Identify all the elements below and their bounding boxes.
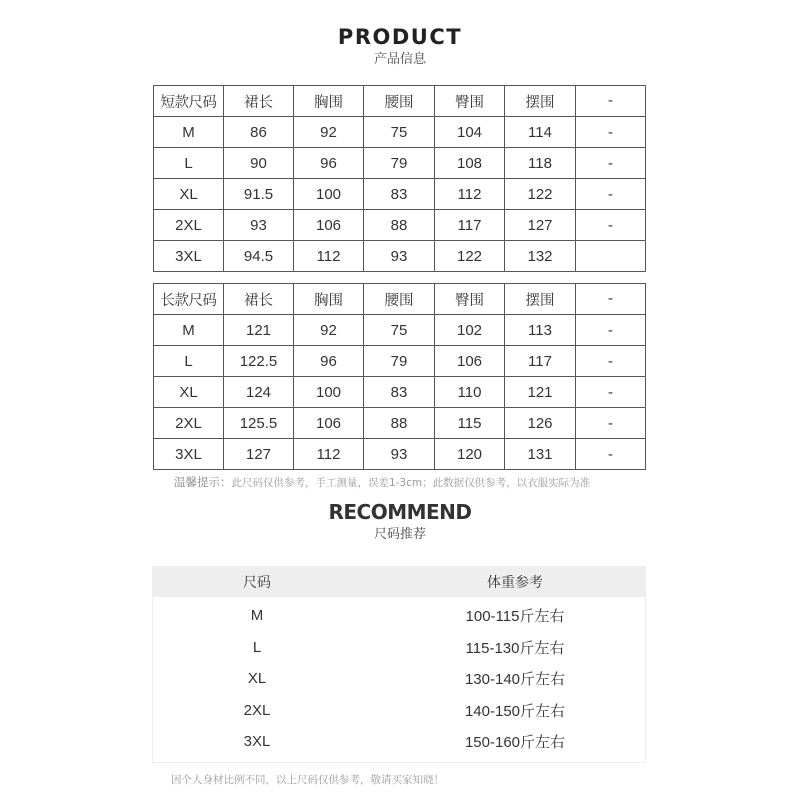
value-cell: 75 [364,117,435,148]
header-cell: - [576,86,646,117]
header-cell: 摆围 [505,86,576,117]
value-cell: 117 [505,346,576,377]
value-cell: 121 [505,377,576,408]
value-cell [576,241,646,272]
value-cell: 102 [435,315,505,346]
recommend-table [152,566,646,763]
value-cell: 93 [224,210,294,241]
value-cell: 90 [224,148,294,179]
size-cell: 3XL [154,241,224,272]
value-cell: 131 [505,439,576,470]
size-cell: 3XL [154,439,224,470]
header-weight: 体重参考 [487,574,543,591]
table-header-row [154,86,646,117]
size-cell: XL [247,670,267,688]
value-cell: 120 [435,439,505,470]
value-cell: - [576,346,646,377]
value-cell: 127 [224,439,294,470]
value-cell: 79 [364,346,435,377]
recommend-row [153,632,645,664]
measurement-note [174,474,590,490]
value-cell: 122 [505,179,576,210]
header-cell: 胸围 [294,284,364,315]
header-cell: 裙长 [224,284,294,315]
value-cell: 88 [364,408,435,439]
value-cell: 115 [435,408,505,439]
note-lead: 温馨提示： [174,475,232,489]
size-cell: 2XL [154,210,224,241]
size-cell: 2XL [154,408,224,439]
value-cell: 126 [505,408,576,439]
recommend-row [153,695,645,727]
size-cell: M [154,117,224,148]
value-cell: 92 [294,315,364,346]
value-cell: - [576,148,646,179]
product-subtitle: 产品信息 [373,52,426,67]
header-cell: 短款尺码 [154,86,224,117]
table-row [154,408,646,439]
table-row [154,346,646,377]
value-cell: 104 [435,117,505,148]
value-cell: - [576,117,646,148]
size-cell: 3XL [243,733,271,751]
value-cell: 75 [364,315,435,346]
header-cell: 臀围 [435,86,505,117]
size-cell: M [250,607,264,625]
size-cell: XL [154,179,224,210]
weight-cell: 150-160斤左右 [464,734,566,752]
value-cell: 106 [294,408,364,439]
recommend-row [153,726,645,758]
value-cell: 106 [294,210,364,241]
value-cell: 86 [224,117,294,148]
recommend-header-row [153,566,645,597]
value-cell: - [576,439,646,470]
table-row [154,148,646,179]
weight-cell: 130-140斤左右 [464,671,566,689]
value-cell: - [576,210,646,241]
table-row [154,117,646,148]
value-cell: 112 [435,179,505,210]
table-row [154,241,646,272]
value-cell: - [576,179,646,210]
table-header-row [154,284,646,315]
value-cell: 100 [294,179,364,210]
header-cell: 长款尺码 [154,284,224,315]
header-cell: 摆围 [505,284,576,315]
header-cell: - [576,284,646,315]
table-row [154,315,646,346]
recommend-row [153,600,645,632]
table-row [154,377,646,408]
value-cell: 83 [364,179,435,210]
value-cell: - [576,315,646,346]
value-cell: 124 [224,377,294,408]
weight-cell: 115-130斤左右 [465,639,565,657]
size-cell: 2XL [243,701,271,719]
value-cell: 125.5 [224,408,294,439]
value-cell: - [576,408,646,439]
value-cell: 112 [294,439,364,470]
value-cell: 121 [224,315,294,346]
value-cell: 79 [364,148,435,179]
size-cell: L [252,638,262,656]
header-cell: 腰围 [364,86,435,117]
table-row [154,210,646,241]
value-cell: 83 [364,377,435,408]
recommend-title: RECOMMEND [328,500,472,524]
header-cell: 腰围 [364,284,435,315]
long-size-table [153,283,646,470]
table-row [154,179,646,210]
header-cell: 臀围 [435,284,505,315]
weight-cell: 100-115斤左右 [465,608,565,626]
value-cell: 112 [294,241,364,272]
value-cell: 93 [364,241,435,272]
value-cell: 110 [435,377,505,408]
table-row [154,439,646,470]
value-cell: 92 [294,117,364,148]
size-cell: M [154,315,224,346]
value-cell: 108 [435,148,505,179]
value-cell: 96 [294,346,364,377]
value-cell: 106 [435,346,505,377]
value-cell: 118 [505,148,576,179]
size-cell: XL [154,377,224,408]
value-cell: 114 [505,117,576,148]
value-cell: - [576,377,646,408]
value-cell: 113 [505,315,576,346]
weight-cell: 140-150斤左右 [464,702,566,720]
value-cell: 94.5 [224,241,294,272]
product-title: PRODUCT [337,25,463,49]
header-cell: 裙长 [224,86,294,117]
value-cell: 100 [294,377,364,408]
value-cell: 93 [364,439,435,470]
value-cell: 127 [505,210,576,241]
value-cell: 117 [435,210,505,241]
recommend-subtitle: 尺码推荐 [373,527,426,542]
footnote: 因个人身材比例不同，以上尺码仅供参考，敬请买家知晓！ [171,774,444,786]
note-text: 此尺码仅供参考，手工测量，误差1-3cm；此数据仅供参考，以衣服实际为准 [231,477,591,489]
header-cell: 胸围 [294,86,364,117]
value-cell: 122 [435,241,505,272]
value-cell: 122.5 [224,346,294,377]
value-cell: 88 [364,210,435,241]
header-size: 尺码 [243,574,271,591]
size-cell: L [154,346,224,377]
recommend-row [153,663,645,695]
size-cell: L [154,148,224,179]
value-cell: 91.5 [224,179,294,210]
value-cell: 96 [294,148,364,179]
value-cell: 132 [505,241,576,272]
short-size-table [153,85,646,272]
